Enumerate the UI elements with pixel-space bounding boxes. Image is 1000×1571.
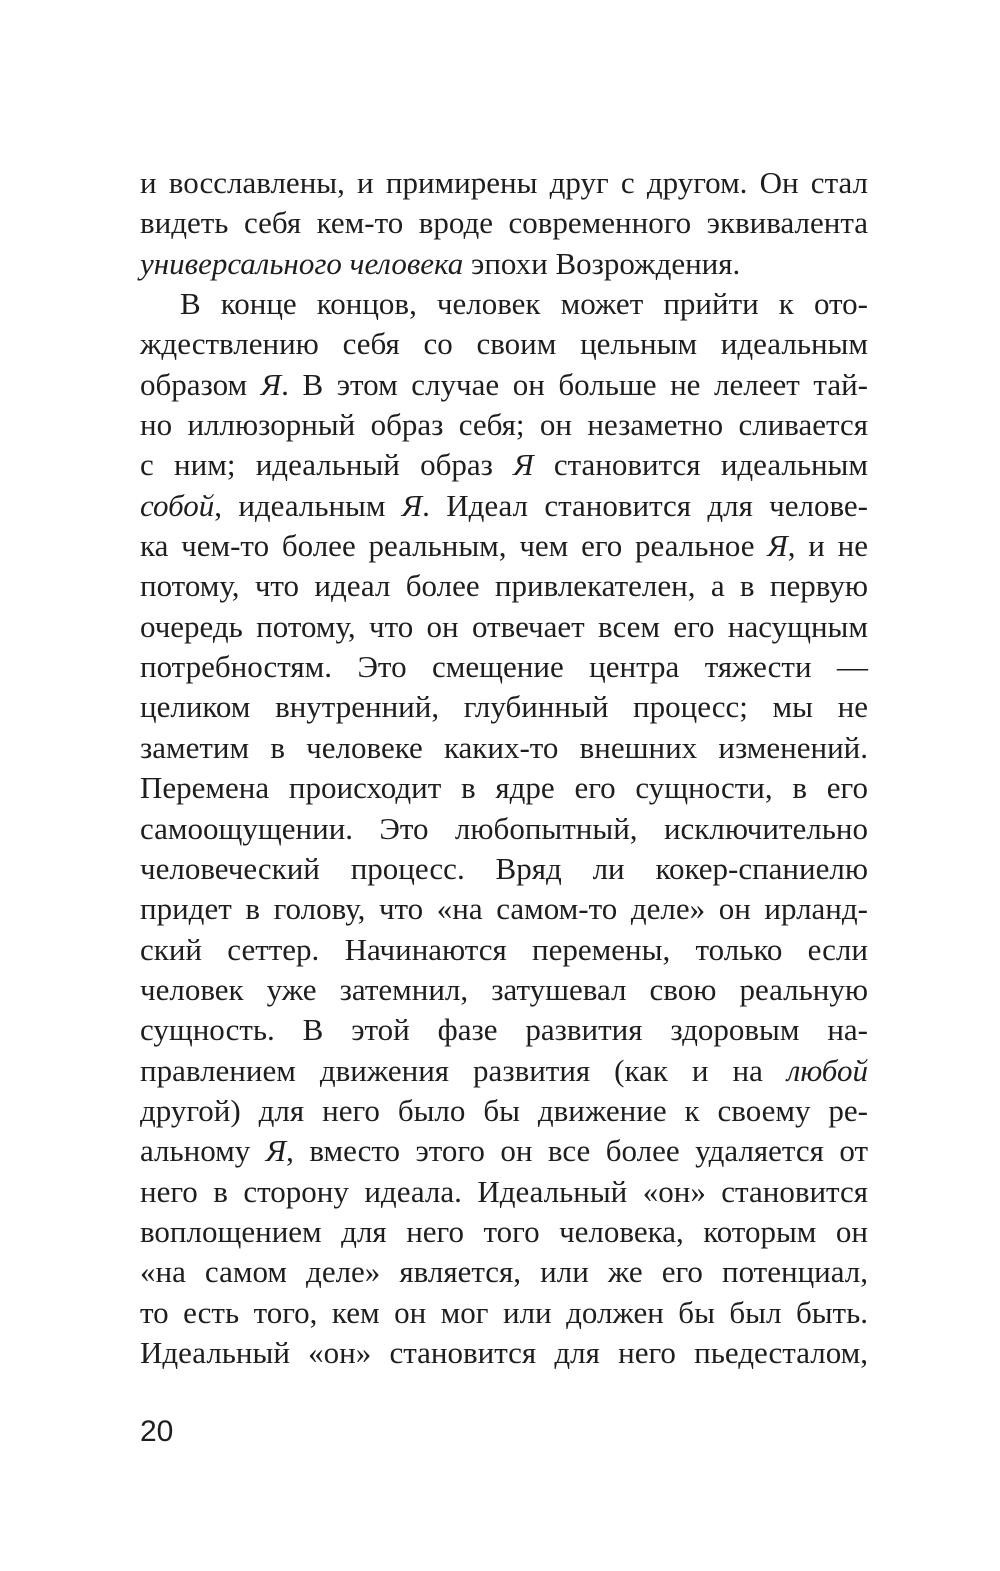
text-line <box>140 1252 868 1292</box>
text-run: ждествлению себя со своим цельным идеальным <box>140 326 868 362</box>
text-run: . Идеал становится для челове- <box>422 487 868 523</box>
text-line <box>140 889 868 929</box>
text-run: человеческий процесс. Вряд ли кокер-спаниелю <box>140 850 868 886</box>
text-line <box>140 1131 868 1171</box>
text-run: Идеальный «он» становится для него пьедесталом, <box>140 1334 868 1370</box>
text-line <box>140 244 868 284</box>
text-line <box>140 526 868 566</box>
text-line <box>140 365 868 405</box>
text-run: то есть того, кем он мог или должен бы был быть. <box>140 1294 868 1330</box>
text-run: с ним; идеальный образ <box>140 447 514 483</box>
text-line <box>140 930 868 970</box>
text-line <box>140 687 868 727</box>
text-run: . В этом случае он больше не лелеет тай- <box>281 366 868 402</box>
text-run: воплощением для него того человека, которым он <box>140 1213 868 1249</box>
text-line <box>140 607 868 647</box>
text-line <box>140 566 868 606</box>
body-text <box>140 163 868 1373</box>
text-line <box>140 849 868 889</box>
text-run: образом <box>140 366 261 402</box>
text-run: него в сторону идеала. Идеальный «он» становится <box>140 1173 868 1209</box>
text-run: Перемена происходит в ядре его сущности, в его <box>140 770 868 806</box>
text-run: , вместо этого он все более удаляется от <box>286 1133 868 1169</box>
text-run: придет в голову, что «на самом-то деле» он ирланд- <box>140 891 868 927</box>
text-run: другой) для него было бы движение к своему ре- <box>140 1092 868 1128</box>
page-number: 20 <box>140 1415 174 1448</box>
text-run: и восславлены, и примирены друг с другом. Он стал <box>140 165 868 200</box>
italic-text: универсального человека <box>140 245 464 281</box>
text-line <box>140 647 868 687</box>
text-run: ка чем-то более реальным, чем его реальное <box>140 528 768 564</box>
text-line <box>140 1293 868 1333</box>
text-line <box>140 1091 868 1131</box>
italic-text: Я <box>513 447 534 483</box>
text-run: видеть себя кем-то вроде современного эквивалента <box>140 205 868 241</box>
text-run: но иллюзорный образ себя; он незаметно сливается <box>140 407 868 443</box>
italic-text: Я <box>767 528 788 564</box>
italic-text: любой <box>786 1052 868 1088</box>
text-run: потребностям. Это смещение центра тяжести — <box>140 649 868 685</box>
text-run: В конце концов, человек может прийти к ото- <box>180 286 868 322</box>
text-line <box>140 486 868 526</box>
text-run: эпохи Возрождения. <box>463 245 741 281</box>
text-run: самоощущении. Это любопытный, исключительно <box>140 810 868 846</box>
text-run: человек уже затемнил, затушевал свою реальную <box>140 971 868 1007</box>
text-line <box>140 284 868 324</box>
text-run: сущность. В этой фазе развития здоровым на- <box>140 1012 868 1048</box>
text-run: потому, что идеал более привлекателен, а в первую <box>140 568 868 604</box>
text-run: правлением движения развития (как и на <box>140 1052 787 1088</box>
text-line <box>140 163 868 203</box>
text-line <box>140 1172 868 1212</box>
text-line <box>140 324 868 364</box>
text-line <box>140 1010 868 1050</box>
text-line <box>140 970 868 1010</box>
text-line <box>140 728 868 768</box>
text-line <box>140 203 868 243</box>
text-run: , идеальным <box>214 487 402 523</box>
text-run: ский сеттер. Начинаются перемены, только если <box>140 931 868 967</box>
text-line <box>140 1333 868 1373</box>
text-line <box>140 405 868 445</box>
text-line <box>140 1212 868 1252</box>
text-run: , и не <box>787 528 868 564</box>
text-line <box>140 809 868 849</box>
text-line <box>140 1051 868 1091</box>
text-run: целиком внутренний, глубинный процесс; мы не <box>140 689 868 725</box>
italic-text: Я <box>401 487 423 523</box>
italic-text: Я <box>260 366 282 402</box>
italic-text: собой <box>140 487 215 523</box>
italic-text: Я <box>265 1133 287 1169</box>
text-run: очередь потому, что он отвечает всем его насущным <box>140 608 868 644</box>
text-run: становится идеальным <box>533 447 868 483</box>
text-line <box>140 445 868 485</box>
text-line <box>140 768 868 808</box>
text-run: заметим в человеке каких-то внешних изменений. <box>140 729 868 765</box>
text-run: альному <box>140 1133 266 1169</box>
text-run: «на самом деле» является, или же его потенциал, <box>140 1254 868 1290</box>
